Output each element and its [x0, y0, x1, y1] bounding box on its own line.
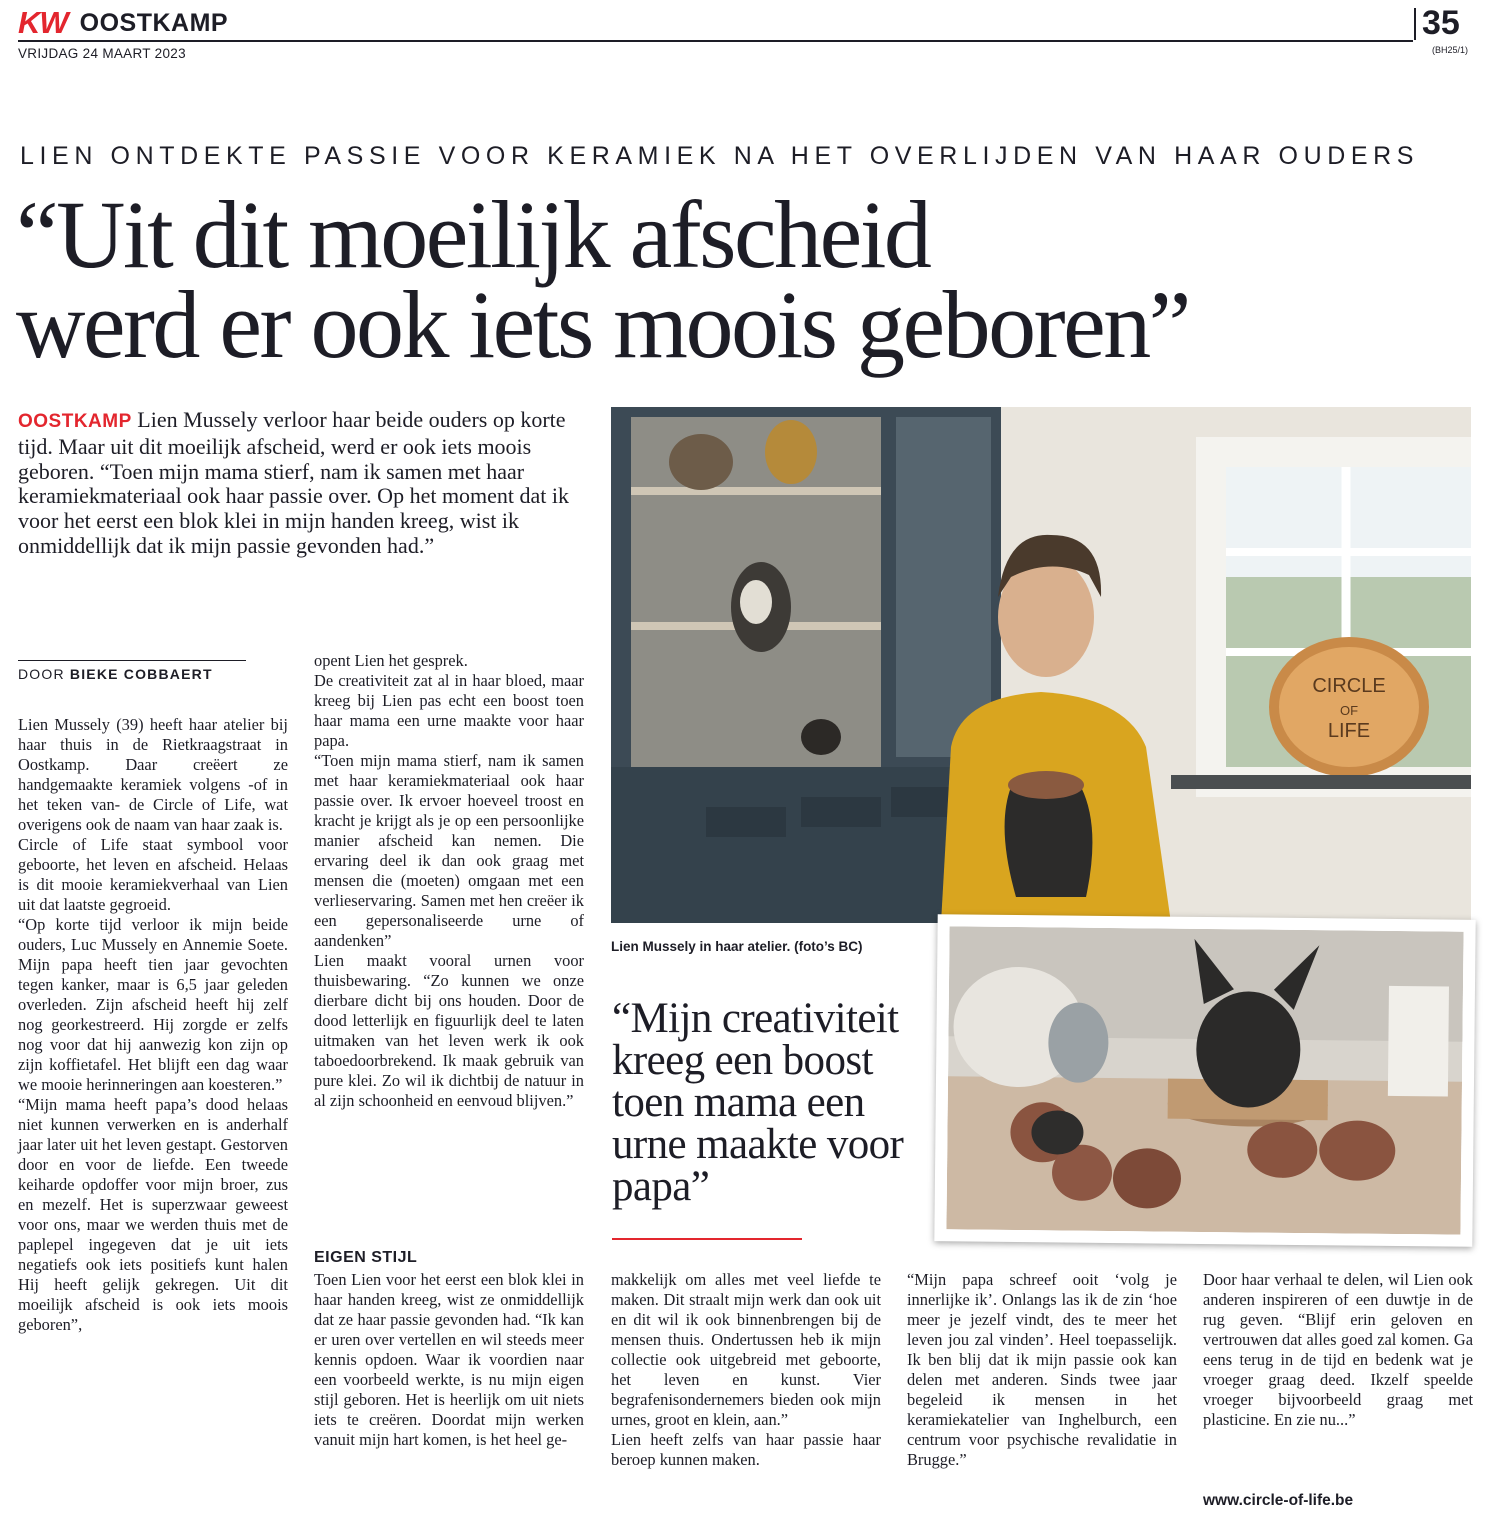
website-link[interactable]: www.circle-of-life.be — [1203, 1492, 1354, 1509]
sign-word-3: LIFE — [1327, 720, 1371, 742]
paragraph: “Mijn papa schreef ooit ‘volg je innerlijke ik’. Onlangs las ik de zin ‘hoe meer je jezelf vindt, des te meer het leven jou zal vinden’. Heel toepasselijk. Ik ben blij dat ik mijn passie ook kan delen met anderen. Sinds twee jaar begeleid ik mensen in het keramiekatelier van Inghelburch, een centrum voor psychische revalidatie in Brugge.” — [907, 1270, 1177, 1469]
body-column-2 — [314, 651, 584, 1111]
secondary-photo-frame — [946, 926, 1463, 1234]
body-column-5 — [1203, 1270, 1473, 1430]
body-column-3 — [611, 1270, 881, 1470]
paragraph: makkelijk om alles met veel liefde te maken. Dit straalt mijn werk dan ook uit en dit wil ik ook binnenbrengen bij de mensen thuis. Ondertussen heb ik mijn collectie ook uitgebreid met geboorte, het leven en kunst. Vier begrafenisondernemers bieden ook mijn urnes, groot en klein, aan.” — [611, 1270, 881, 1429]
masthead — [18, 6, 228, 40]
main-photo-illustration — [611, 407, 1471, 923]
body-column-1 — [18, 715, 288, 1335]
section-subhead: EIGEN STIJL — [314, 1249, 418, 1266]
header-divider — [18, 40, 1413, 42]
main-photo — [611, 407, 1471, 923]
sign-word-2: OF — [1339, 703, 1359, 718]
lead-text: Lien Mussely verloor haar beide ouders op korte tijd. Maar uit dit moeilijk afscheid, werd er ook iets moois geboren. “Toen mijn mama stierf, nam ik samen met haar keramiekmateriaal ook haar passie over. Op het moment dat ik voor het eerst een blok klei in mijn handen kreeg, wist ik onmiddellijk dat ik mijn passie gevonden had.” — [18, 407, 570, 558]
paragraph: Circle of Life staat symbool voor geboorte, het leven en afscheid. Helaas is dit mooie keramiekverhaal van Lien uit dat laatste gegroeid. — [18, 835, 288, 914]
sign-word-1: CIRCLE — [1312, 675, 1386, 697]
paragraph: “Mijn mama heeft papa’s dood helaas niet kunnen verwerken en is anderhalf jaar later uit het leven gestapt. Gestorven door en voor de liefde. Een tweede keiharde opdoffer voor mijn broer, zus en mezelf. Het is superzwaar geweest voor ons, maar we werden thuis met de paplepel ingegeven dat je uit iets negatiefs ook iets positiefs kunt halen Hij heeft gelijk gekregen. Uit dit moeilijk afscheid is ook iets moois geboren”, — [18, 1095, 288, 1334]
lead-dateline: OOSTKAMP — [18, 411, 132, 432]
article-lead — [18, 408, 590, 559]
paragraph: Door haar verhaal te delen, wil Lien ook anderen inspireren of een duwtje in de rug geven. “Blijf erin geloven en vertrouwen dat alles goed zal komen. Ga eens terug in de tijd en bedenk wat je vroeger graag deed. Ikzelf speelde vroeger bijvoorbeeld graag met plasticine. En zie nu...” — [1203, 1270, 1473, 1429]
secondary-photo-illustration — [946, 926, 1463, 1234]
section-name: OOSTKAMP — [79, 9, 229, 37]
headline-line-1: “Uit dit moeilijk afscheid — [16, 181, 930, 288]
byline-prefix: DOOR — [18, 666, 65, 682]
page-number: 35 — [1422, 4, 1460, 42]
article-headline — [16, 181, 1476, 378]
byline-author: BIEKE COBBAERT — [69, 666, 213, 682]
secondary-photo — [934, 914, 1475, 1247]
page-code: (BH25/1) — [1432, 45, 1469, 55]
paragraph: Lien Mussely (39) heeft haar atelier bij haar thuis in de Rietkraagstraat in Oostkamp. Daar creëert ze handgemaakte keramiek volgens -of in het teken van- de Circle of Life, wat overigens ook de naam van haar zaak is. — [18, 715, 288, 834]
article-kicker: LIEN ONTDEKTE PASSIE VOOR KERAMIEK NA HET OVERLIJDEN VAN HAAR OUDERS — [20, 142, 1420, 170]
body-column-4 — [907, 1270, 1177, 1470]
pull-quote-divider — [612, 1238, 802, 1240]
issue-date: VRIJDAG 24 MAART 2023 — [18, 46, 186, 61]
headline-line-2: werd er ook iets moois geboren” — [16, 271, 1189, 378]
paragraph: Lien heeft zelfs van haar passie haar beroep kunnen maken. — [611, 1430, 881, 1469]
paragraph: Toen Lien voor het eerst een blok klei in haar handen kreeg, wist ze onmiddellijk dat ze haar passie gevonden had. “Ik kan er uren over vertellen en wil steeds meer kennis opdoen. Waar ik voordien naar een voorbeeld werkte, is nu mijn eigen stijl geboren. Het is heerlijk om uit niets iets te creëren. Doordat mijn werken vanuit mijn hart komen, is het heel ge- — [314, 1270, 584, 1449]
paragraph: De creativiteit zat al in haar bloed, maar kreeg bij Lien pas echt een boost toen haar mama een urne maakte voor haar papa. — [314, 671, 584, 750]
photo-caption: Lien Mussely in haar atelier. (foto’s BC) — [611, 939, 863, 954]
byline — [18, 666, 213, 682]
body-column-2-continued — [314, 1270, 584, 1450]
byline-divider — [18, 660, 246, 661]
pull-quote: “Mijn creativiteit kreeg een boost toen mama een urne maakte voor papa” — [612, 995, 904, 1210]
paragraph: opent Lien het gesprek. — [314, 651, 468, 670]
brand-logo: KW — [18, 5, 68, 40]
page-number-divider — [1414, 8, 1416, 40]
paragraph: “Toen mijn mama stierf, nam ik samen met haar keramiekmateriaal ook haar passie over. Ik ervoer hoeveel troost en kracht je krijgt als je op een persoonlijke manier afscheid kan nemen. Die ervaring deel ik dan ook graag met mensen die (moeten) omgaan met een verlieservaring. Samen met hen creëer ik een gepersonaliseerde urne of aandenken” — [314, 751, 584, 950]
paragraph: “Op korte tijd verloor ik mijn beide ouders, Luc Mussely en Annemie Soete. Mijn papa heeft tien jaar gevochten tegen kanker, maar is 6,5 jaar geleden overleden. Zijn afscheid heeft hij zelf nog georkestreerd. Hij zorgde er zelfs nog voor dat hij aanwezig kon zijn op zijn koffietafel. Het blijft een dag waar we mooie herinneringen aan koesteren.” — [18, 915, 288, 1094]
paragraph: Lien maakt vooral urnen voor thuisbewaring. “Zo kunnen we onze dierbare dicht bij ons houden. Door de dood letterlijk en figuurlijk deel te laten uitmaken van het leven werk ik ook taboedoorbrekend. Ik maak gebruik van pure klei. Zo wil ik dichtbij de natuur in al zijn schoonheid en eenvoud blijven.” — [314, 951, 584, 1110]
